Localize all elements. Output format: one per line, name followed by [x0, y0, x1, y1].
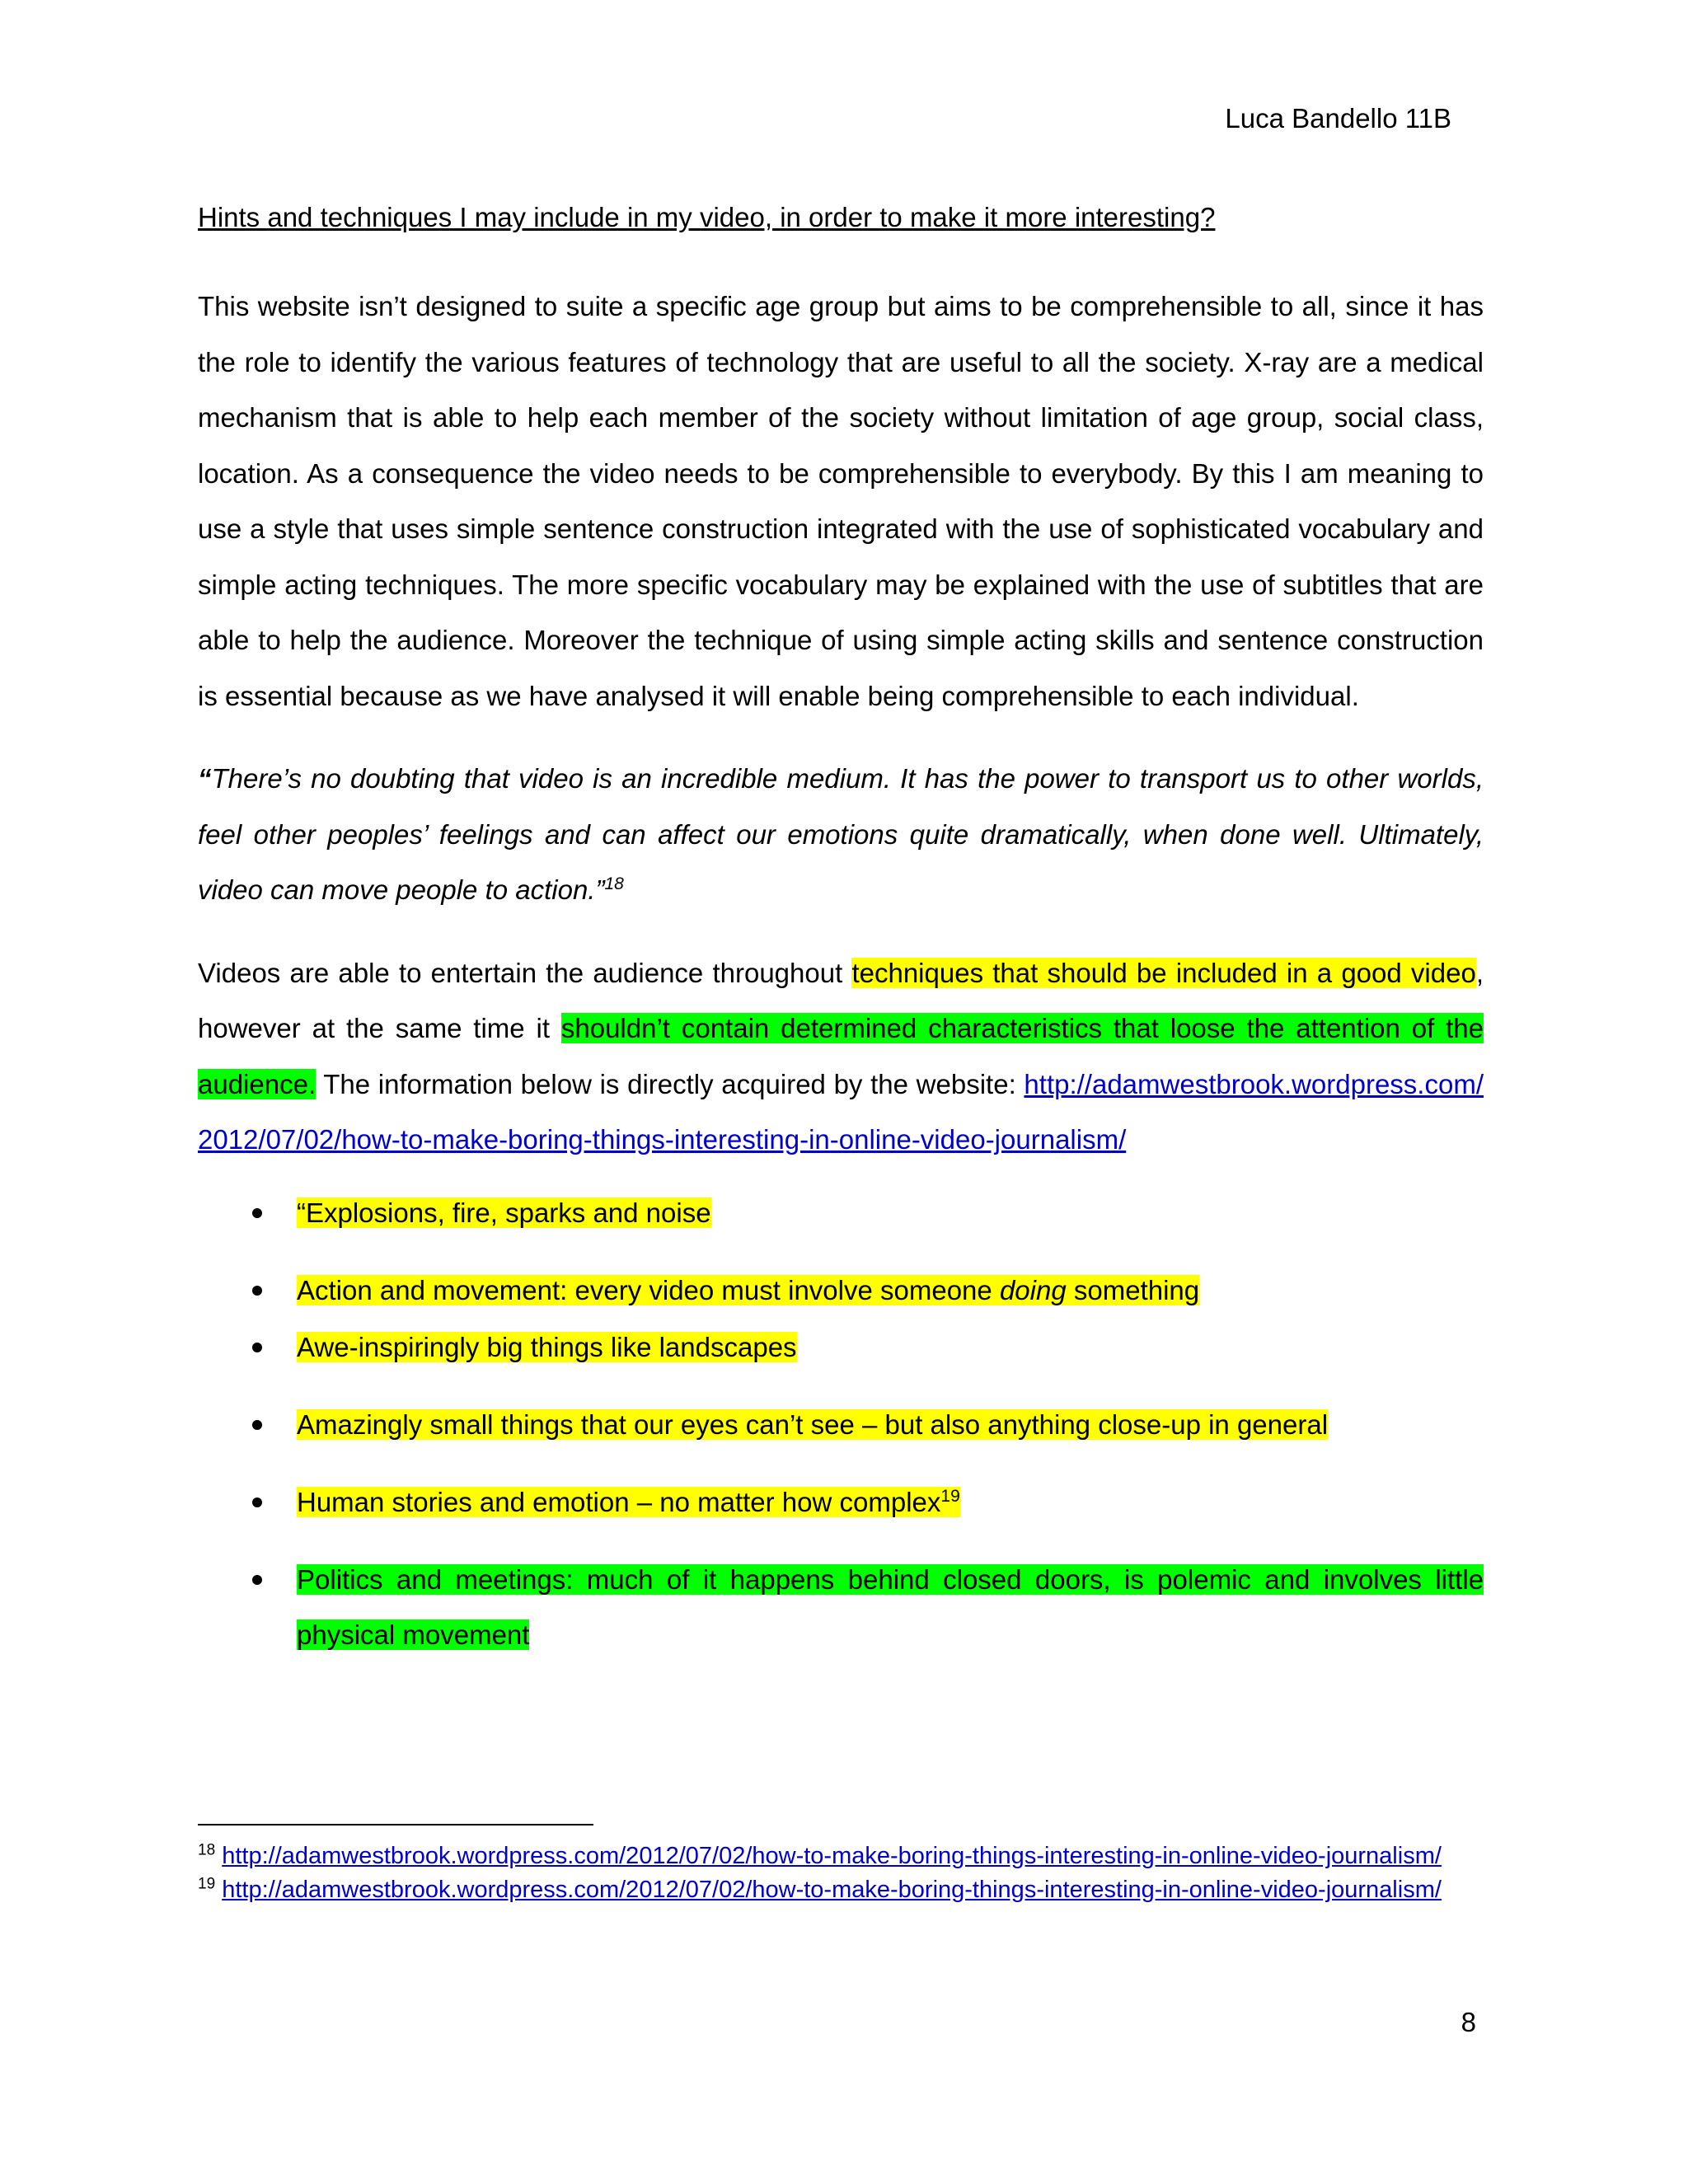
list-item — [198, 1484, 1484, 1521]
techniques-list — [198, 1195, 1484, 1662]
list-item-text-part: something — [1066, 1274, 1200, 1305]
header-author: Luca Bandello 11B — [1225, 103, 1451, 134]
footnote-link[interactable]: http://adamwestbrook.wordpress.com/2012/07/02/how-to-make-boring-things-interesting-in-online-video-journalism/ — [222, 1843, 1442, 1869]
highlight-green-text: shouldn’t contain determined characteristics that loose the attention of the audience. — [198, 1013, 1484, 1099]
paragraph-text-1: Videos are able to entertain the audience throughout — [198, 957, 852, 988]
list-item — [198, 1552, 1484, 1662]
quote-open-mark: “ — [198, 763, 212, 794]
paragraph-text-2: , however at the same time it — [198, 957, 1484, 1043]
list-item-text: Politics and meetings: much of it happens behind closed doors, is polemic and involves little physical movement — [297, 1563, 1484, 1650]
footnote-ref-18[interactable]: 18 — [604, 874, 624, 893]
list-item-text: “Explosions, fire, sparks and noise — [297, 1197, 711, 1228]
quote-paragraph — [198, 751, 1484, 918]
bullet-icon — [247, 1407, 297, 1443]
footnotes — [198, 1840, 1451, 1907]
paragraph-text-3: The information below is directly acquired by the website: — [316, 1068, 1025, 1099]
footnote-number: 18 — [198, 1841, 216, 1859]
list-item-text-part: Human stories and emotion – no matter how complex — [297, 1486, 941, 1517]
bullet-icon — [247, 1329, 297, 1366]
footnote-number: 19 — [198, 1875, 216, 1893]
list-item-text — [297, 1487, 960, 1517]
bullet-icon — [247, 1272, 297, 1309]
list-item-text-part: Action and movement: every video must involve someone — [297, 1274, 1000, 1305]
list-item-text — [297, 1275, 1199, 1305]
footnote-19 — [198, 1873, 1451, 1907]
quote-text: There’s no doubting that video is an incredible medium. It has the power to transport us to other worlds, feel other peoples’ feelings and can affect our emotions quite dramatically, when done well. Ultimately, video can move people to action.” — [198, 763, 1484, 905]
footnote-ref-19[interactable]: 19 — [940, 1486, 960, 1506]
paragraph-videos — [198, 945, 1484, 1168]
footnote-separator — [198, 1824, 593, 1825]
list-item — [198, 1272, 1484, 1309]
list-item — [198, 1195, 1484, 1231]
section-heading: Hints and techniques I may include in my video, in order to make it more interesting? — [198, 202, 1216, 232]
highlight-yellow-text: techniques that should be included in a good video — [851, 957, 1476, 988]
list-item — [198, 1329, 1484, 1366]
bullet-icon — [247, 1484, 297, 1521]
page-number: 8 — [1461, 2007, 1476, 2037]
footnote-link[interactable]: http://adamwestbrook.wordpress.com/2012/07/02/how-to-make-boring-things-interesting-in-online-video-journalism/ — [222, 1877, 1442, 1903]
list-item — [198, 1407, 1484, 1443]
source-link[interactable]: http://adamwestbrook.wordpress.com/2012/07/02/how-to-make-boring-things-interesting-in-online-video-journalism/ — [198, 1068, 1484, 1155]
list-item-text: Amazingly small things that our eyes can’t see – but also anything close-up in general — [297, 1408, 1329, 1440]
page-body — [198, 199, 1484, 1662]
bullet-icon — [247, 1562, 297, 1598]
paragraph-intro: This website isn’t designed to suite a specific age group but aims to be comprehensible to all, since it has the role to identify the various features of technology that are useful to all the society. X-ray are a medical mechanism that is able to help each member of the society without limitation of age group, social class, location. As a consequence the video needs to be comprehensible to everybody. By this I am meaning to use a style that uses simple sentence construction integrated with the use of sophisticated vocabulary and simple acting techniques. The more specific vocabulary may be explained with the use of subtitles that are able to help the audience. Moreover the technique of using simple acting skills and sentence construction is essential because as we have analysed it will enable being comprehensible to each individual. — [198, 291, 1484, 711]
bullet-icon — [247, 1195, 297, 1231]
footnote-18 — [198, 1840, 1451, 1873]
list-item-text: Awe-inspiringly big things like landscapes — [297, 1331, 797, 1362]
list-item-italic: doing — [999, 1274, 1067, 1305]
